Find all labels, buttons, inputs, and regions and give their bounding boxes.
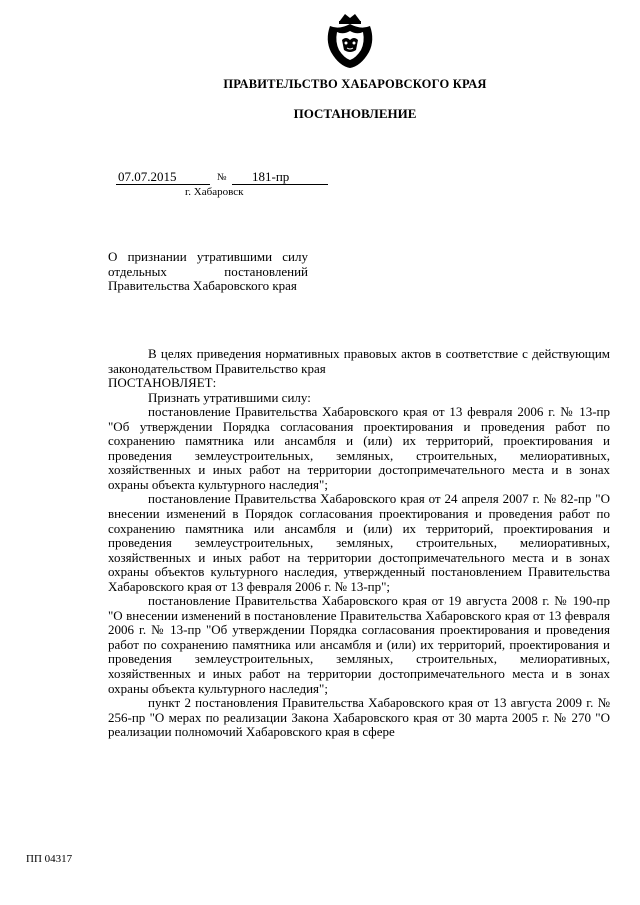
number-sign: № — [217, 172, 227, 183]
coat-of-arms-icon — [325, 10, 375, 70]
document-body — [108, 347, 610, 740]
list-item: постановление Правительства Хабаровского края от 13 февраля 2006 г. № 13-пр "Об утверждении Порядка согласования проектирования и проведения работ по сохранению памятника или ансамбля и (или) их территорий, проектирования и проведения землеустроительных, земляных, строительных, мелиоративных, хозяйственных и иных работ на территории достопримечательного места и в зонах охраны объекта культурного наследия"; — [108, 404, 610, 492]
document-type: ПОСТАНОВЛЕНИЕ — [293, 106, 417, 121]
document-date — [116, 169, 210, 185]
recognize-paragraph: Признать утратившими силу: — [148, 389, 311, 405]
document-number — [232, 169, 328, 185]
document-subject: О признании утратившими силу отдельных постановлений Правительства Хабаровского края — [108, 249, 308, 293]
list-item: постановление Правительства Хабаровского края от 24 апреля 2007 г. № 82-пр "О внесении изменений в Порядок согласования проектирования и проведения работ по сохранению памятника или ансамбля и (или) их территорий, проектирования и проведения землеустроительных, земляных, строительных, мелиоративных, хозяйственных и иных работ на территории достопримечательного места и в зонах охраны объектов культурного наследия, утвержденный постановлением Правительства Хабаровского края от 13 февраля 2006 г. № 13-пр"; — [108, 491, 610, 594]
preamble-paragraph: В целях приведения нормативных правовых актов в соответствие с действующим законодательством Правительство края — [108, 346, 610, 376]
list-item: пункт 2 постановления Правительства Хабаровского края от 13 августа 2009 г. № 256-пр "О мерах по реализации Закона Хабаровского края от 30 марта 2005 г. № 270 "О реализации полномочий Хабаровского края в сфере — [108, 695, 610, 740]
document-date-value: 07.07.2015 — [118, 169, 177, 184]
organization-title: ПРАВИТЕЛЬСТВО ХАБАРОВСКОГО КРАЯ — [223, 77, 487, 91]
city-label: г. Хабаровск — [185, 186, 244, 198]
list-item: постановление Правительства Хабаровского края от 19 августа 2008 г. № 190-пр "О внесении изменений в постановление Правительства Хабаровского края от 13 февраля 2006 г. № 13-пр "Об утверждении Порядка согласования проектирования и проведения работ по сохранению памятника или ансамбля и (или) их территорий, проектирования и проведения землеустроительных, земляных, строительных, мелиоративных, хозяйственных и иных работ на территории достопримечательного места и в зонах охраны объекта культурного наследия"; — [108, 593, 610, 696]
resolves-heading: ПОСТАНОВЛЯЕТ: — [108, 375, 217, 391]
document-number-value: 181-пр — [252, 169, 290, 184]
footer-code: ПП 04317 — [26, 853, 73, 865]
